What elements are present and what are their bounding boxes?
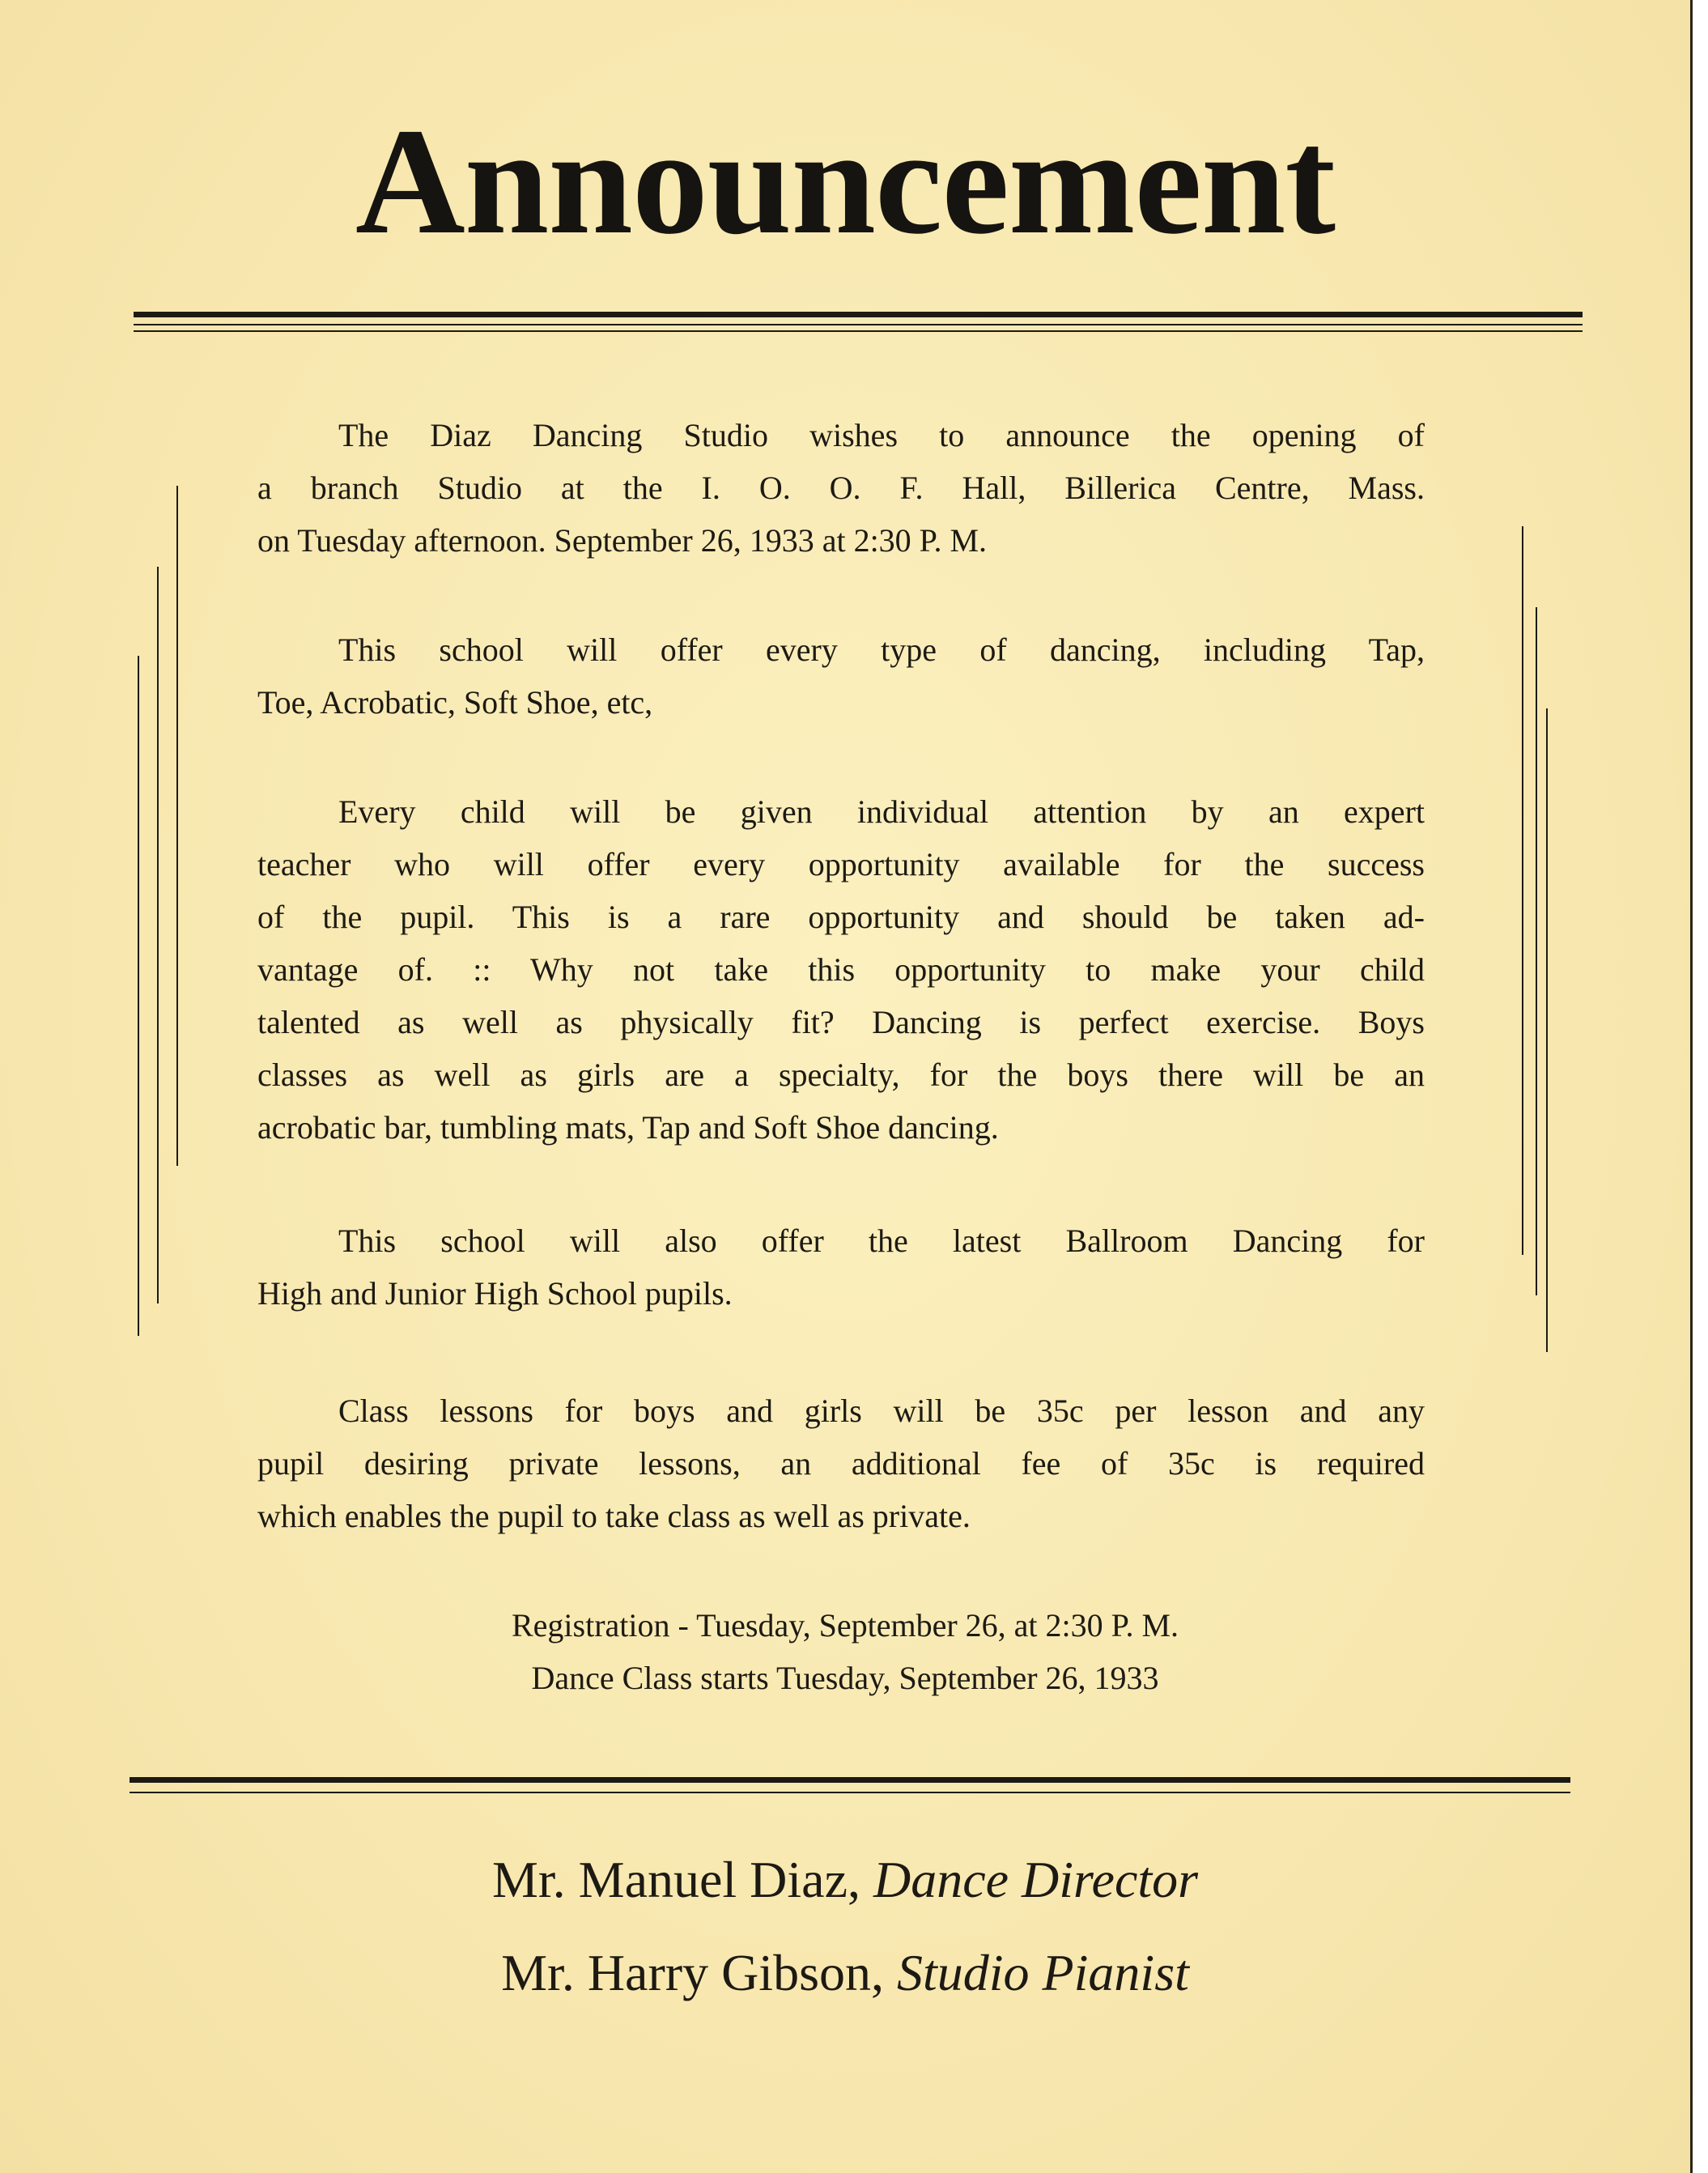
ballroom-paragraph (257, 1214, 1425, 1320)
registration-line: Registration - Tuesday, September 26, at 2:30 P. M. (511, 1607, 1179, 1644)
text-line: a branch Studio at the I. O. O. F. Hall, Billerica Centre, Mass. (257, 470, 1425, 506)
text-line: Toe, Acrobatic, Soft Shoe, etc, (257, 684, 653, 721)
pianist-role: Studio Pianist (896, 1944, 1189, 2001)
page-title: Announcement (355, 96, 1336, 266)
top-rule-thin (134, 324, 1583, 325)
text-line: acrobatic bar, tumbling mats, Tap and Soft Shoe dancing. (257, 1109, 999, 1146)
pianist-name: Mr. Harry Gibson, (501, 1944, 884, 2001)
left-border-line (176, 486, 178, 1166)
class-start-line: Dance Class starts Tuesday, September 26, 1933 (531, 1660, 1159, 1696)
text-line: on Tuesday afternoon. September 26, 1933 at 2:30 P. M. (257, 522, 988, 559)
signature-pianist (0, 1943, 1690, 2003)
text-line: Every child will be given individual attention by an expert (338, 793, 1425, 830)
top-rule-thick (134, 312, 1583, 317)
text-line: teacher who will offer every opportunity available for the success (257, 846, 1425, 882)
text-line: Class lessons for boys and girls will be 35c per lesson and any (338, 1393, 1425, 1429)
right-border-line (1536, 607, 1537, 1295)
text-line: talented as well as physically fit? Dancing is perfect exercise. Boys (257, 1004, 1425, 1040)
text-line: This school will offer every type of dancing, including Tap, (338, 631, 1425, 668)
director-name: Mr. Manuel Diaz, (491, 1851, 860, 1908)
dance-types-paragraph (257, 623, 1425, 729)
text-line: vantage of. :: Why not take this opportunity to make your child (257, 951, 1425, 988)
attention-paragraph (257, 785, 1425, 1154)
text-line: which enables the pupil to take class as well as private. (257, 1498, 971, 1534)
right-border-line (1522, 526, 1523, 1255)
text-line: classes as well as girls are a specialty, for the boys there will be an (257, 1057, 1425, 1093)
text-line: This school will also offer the latest Ballroom Dancing for (338, 1223, 1425, 1259)
bottom-rule-thin (130, 1792, 1570, 1793)
top-rule-thin-2 (134, 330, 1583, 332)
text-line: The Diaz Dancing Studio wishes to announce the opening of (338, 417, 1425, 453)
director-role: Dance Director (873, 1851, 1199, 1908)
text-line: High and Junior High School pupils. (257, 1275, 733, 1312)
signature-director (0, 1850, 1690, 1910)
opening-paragraph (257, 409, 1425, 567)
left-border-line (138, 656, 139, 1336)
bottom-rule-thick (130, 1777, 1570, 1783)
fees-paragraph (257, 1384, 1425, 1542)
text-line: pupil desiring private lessons, an additional fee of 35c is required (257, 1445, 1425, 1482)
right-border-line (1546, 708, 1548, 1352)
text-line: of the pupil. This is a rare opportunity and should be taken ad- (257, 899, 1425, 935)
left-border-line (157, 567, 159, 1303)
